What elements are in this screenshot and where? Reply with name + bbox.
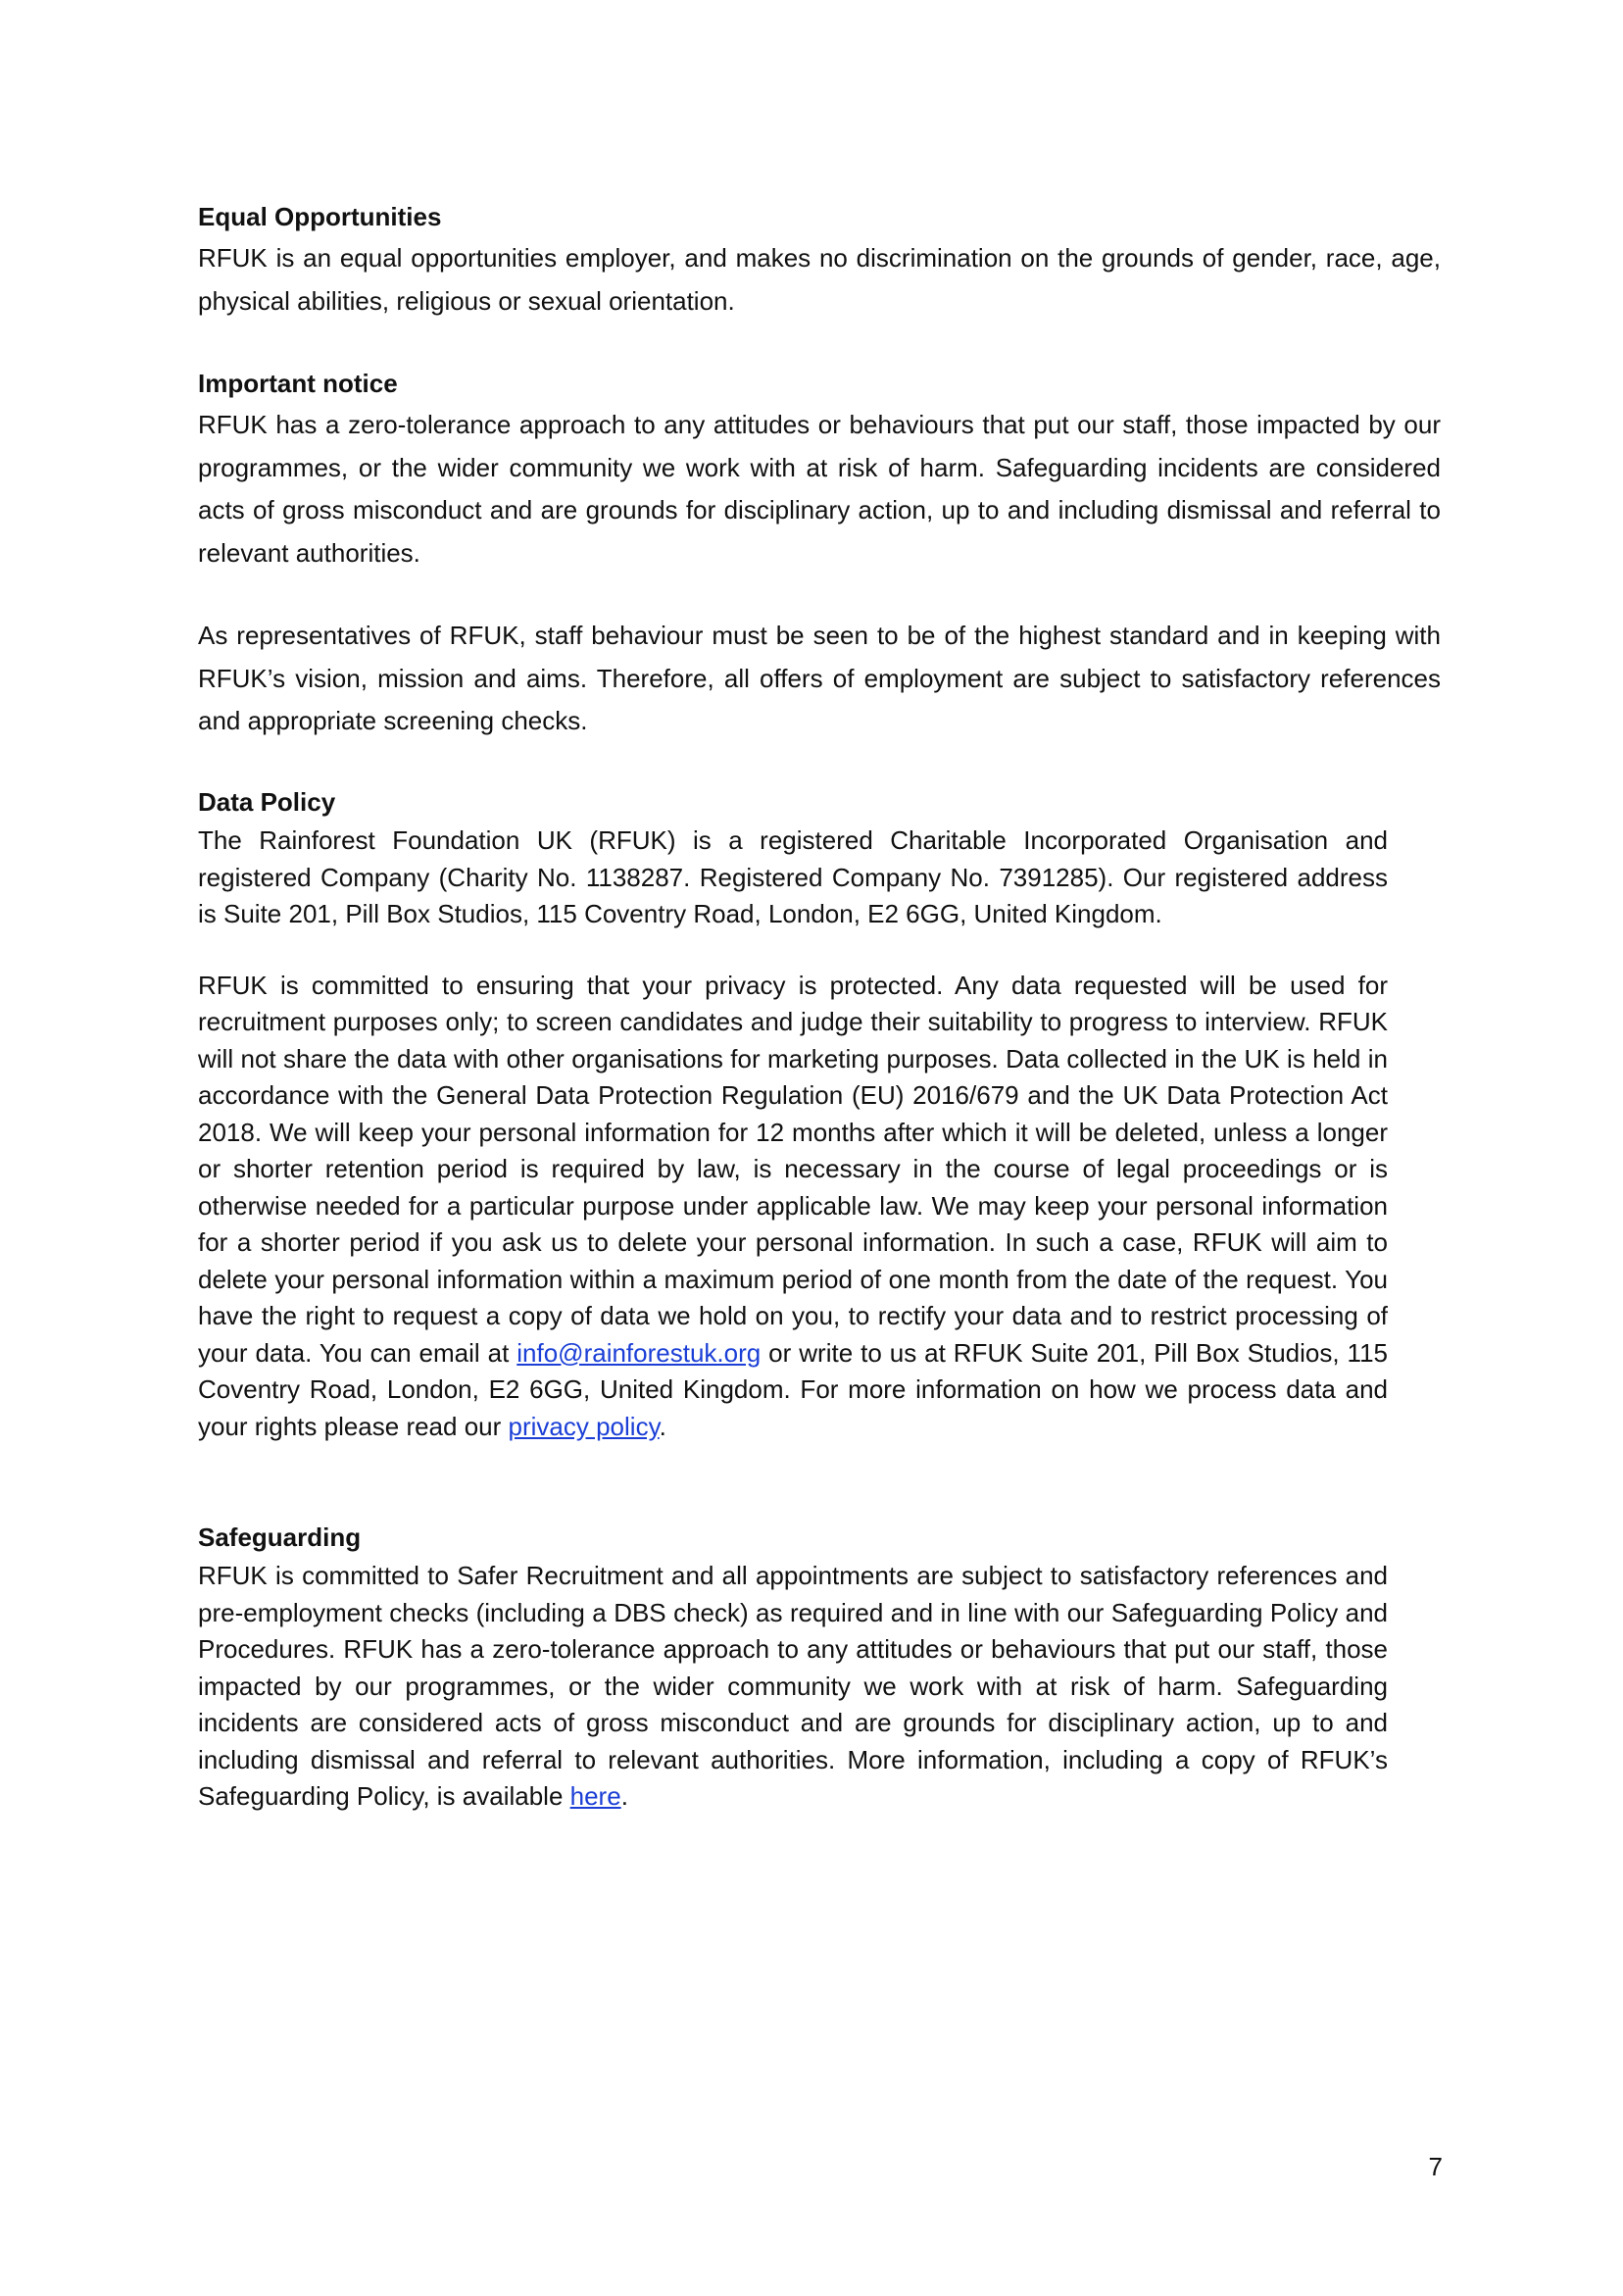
- email-link[interactable]: info@rainforestuk.org: [516, 1337, 762, 1368]
- safeguarding-text-part-1: RFUK is committed to Safer Recruitment and all appointments are subject to satisfactory references and pre-employment checks (including a DBS check) as required and in line with our Safeguarding Policy and Procedures. RFUK has a zero-tolerance approach to any attitudes or behaviours that put our staff, those impacted by our programmes, or the wider community we work with at risk of harm. Safeguarding incidents are considered acts of gross misconduct and are grounds for disciplinary action, up to and including dismissal and referral to relevant authorities. More information, including a copy of RFUK’s Safeguarding Policy, is available: [198, 1561, 1388, 1811]
- important-notice-section: [198, 363, 1441, 743]
- equal-opportunities-section: [198, 196, 1441, 323]
- safeguarding-text-part-2: .: [620, 1781, 628, 1811]
- important-notice-text-2: As representatives of RFUK, staff behaviour must be seen to be of the highest standard and in keeping with RFUK’s vision, mission and aims. Therefore, all offers of employment are subject to satisfactory references and appropriate screening checks.: [198, 621, 1441, 735]
- data-policy-section: [198, 781, 1388, 1445]
- important-notice-text-1: RFUK has a zero-tolerance approach to any attitudes or behaviours that put our staff, those impacted by our programmes, or the wider community we work with at risk of harm. Safeguarding incidents are considered acts of gross misconduct and are grounds for disciplinary action, up to and including dismissal and referral to relevant authorities.: [198, 410, 1441, 568]
- safeguarding-section: [198, 1517, 1388, 1816]
- data-policy-text-2-part-3: .: [659, 1411, 666, 1441]
- data-policy-text-2-part-2: or write to us at RFUK Suite 201, Pill Box Studios, 115 Coventry Road, London, E2 6GG, United Kingdom. For more information on how we process data and your rights please read our: [198, 1337, 1388, 1441]
- important-notice-heading: Important notice: [198, 369, 398, 398]
- data-policy-text-2-part-1: RFUK is committed to ensuring that your privacy is protected. Any data requested will be used for recruitment purposes only; to screen candidates and judge their suitability to progress to interview. RFUK will not share the data with other organisations for marketing purposes. Data collected in the UK is held in accordance with the General Data Protection Regulation (EU) 2016/679 and the UK Data Protection Act 2018. We will keep your personal information for 12 months after which it will be deleted, unless a longer or shorter retention period is required by law, is necessary in the course of legal proceedings or is otherwise needed for a particular purpose under applicable law. We may keep your personal information for a shorter period if you ask us to delete your personal information. In such a case, RFUK will aim to delete your personal information within a maximum period of one month from the date of the request. You have the right to request a copy of data we hold on you, to rectify your data and to restrict processing of your data. You can email at: [198, 970, 1388, 1368]
- page-number: 7: [1428, 2152, 1443, 2181]
- safeguarding-heading: Safeguarding: [198, 1522, 362, 1552]
- equal-opportunities-text: RFUK is an equal opportunities employer, and makes no discrimination on the grounds of gender, race, age, physical abilities, religious or sexual orientation.: [198, 243, 1441, 316]
- privacy-policy-link[interactable]: privacy policy: [508, 1411, 660, 1441]
- data-policy-text-2: [198, 968, 1388, 1446]
- data-policy-heading: Data Policy: [198, 787, 336, 817]
- safeguarding-policy-link[interactable]: here: [569, 1781, 621, 1811]
- data-policy-text-1: The Rainforest Foundation UK (RFUK) is a registered Charitable Incorporated Organisation and registered Company (Charity No. 1138287. Registered Company No. 7391285). Our registered address is Suite 201, Pill Box Studios, 115 Coventry Road, London, E2 6GG, United Kingdom.: [198, 825, 1388, 928]
- equal-opportunities-heading: Equal Opportunities: [198, 202, 442, 231]
- safeguarding-text: [198, 1558, 1388, 1816]
